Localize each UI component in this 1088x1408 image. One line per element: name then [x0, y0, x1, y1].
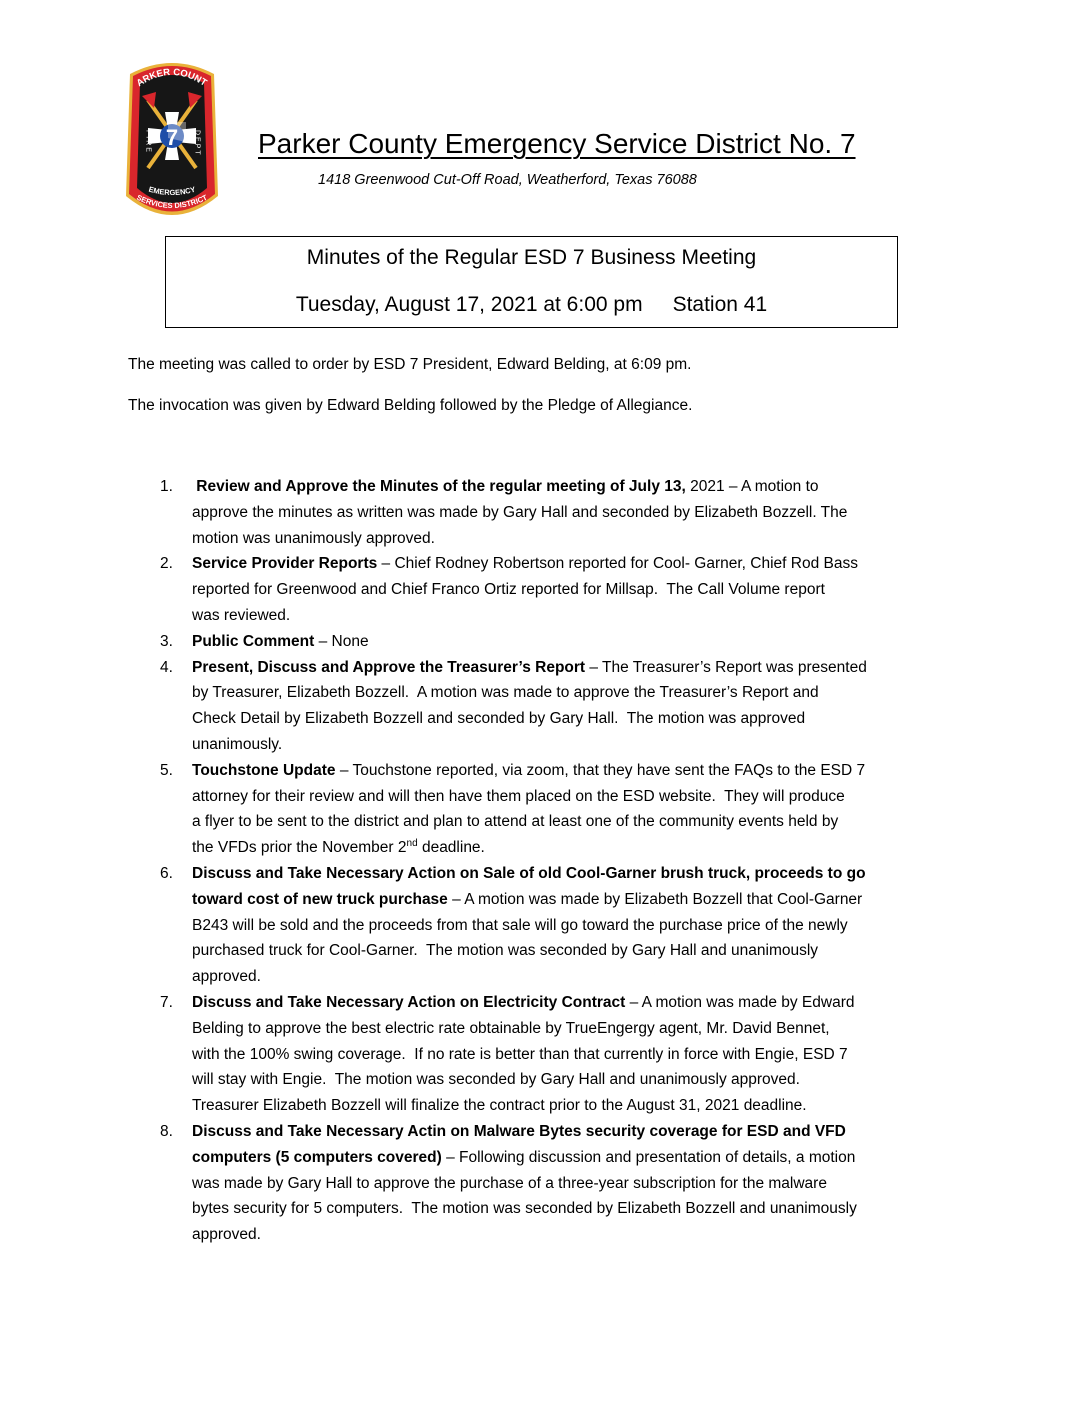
- agenda-item-line: [192, 1093, 967, 1119]
- agenda-item-heading: Service Provider Reports: [192, 555, 378, 573]
- agenda-item-heading: Present, Discuss and Approve the Treasurer’s Report: [192, 658, 586, 676]
- logo-bottom-text-2: SERVICES DISTRICT: [135, 192, 209, 211]
- agenda-item-line: [192, 706, 967, 732]
- agenda-item-line: [192, 784, 967, 810]
- agenda-item-heading: Review and Approve the Minutes of the regular meeting of July 13,: [192, 478, 686, 495]
- agenda-item-line: [192, 655, 967, 681]
- agenda-item: [160, 1119, 967, 1248]
- agenda-item-line: [192, 629, 967, 655]
- agenda-item-text: by Treasurer, Elizabeth Bozzell. A motion was made to approve the Treasurer’s Report and: [192, 684, 819, 702]
- meeting-datetime: Tuesday, August 17, 2021 at 6:00 pm: [295, 293, 643, 316]
- agenda-item-number: 8.: [160, 1122, 173, 1140]
- agenda-item-line: [192, 887, 967, 913]
- logo-number: 7: [165, 125, 179, 150]
- agenda-item-text: unanimously.: [192, 735, 283, 753]
- agenda-item-text: was made by Gary Hall to approve the purchase of a three-year subscription for the malware: [192, 1174, 827, 1192]
- agenda-item-line: [192, 551, 967, 577]
- agenda-item-text: – Chief Rodney Robertson reported for Cool- Garner, Chief Rod Bass: [377, 555, 858, 573]
- agenda-item-line: [192, 1067, 967, 1093]
- agenda-item-text: – The Treasurer’s Report was presented: [585, 658, 867, 676]
- logo-top-text: ARKER COUNT: [134, 66, 209, 90]
- agenda-item-line: [192, 835, 967, 861]
- agenda-item-line: [192, 1145, 967, 1171]
- agenda-item-text: purchased truck for Cool-Garner. The motion was seconded by Gary Hall and unanimously: [192, 942, 819, 960]
- agenda-item-heading: toward cost of new truck purchase: [192, 890, 448, 908]
- agenda-item-heading: computers (5 computers covered): [192, 1148, 442, 1166]
- agenda-item-text: B243 will be sold and the proceeds from that sale will go toward the purchase price of the newly: [192, 916, 848, 934]
- agenda-item-line: [192, 732, 967, 758]
- logo-left-text: FIRE: [144, 130, 152, 154]
- agenda-item-number: 3.: [160, 632, 173, 650]
- agenda-item-line: [192, 1171, 967, 1197]
- agenda-item-text: approved.: [192, 968, 261, 986]
- district-address: 1418 Greenwood Cut-Off Road, Weatherford, Texas 76088: [318, 172, 697, 188]
- agenda-item-line: [192, 1016, 967, 1042]
- ordinal-suffix: nd: [406, 838, 418, 849]
- agenda-item: [160, 655, 967, 758]
- agenda-item-line: [192, 474, 967, 500]
- agenda-item-line: [192, 603, 967, 629]
- agenda-item-text: – Following discussion and presentation of details, a motion: [441, 1148, 856, 1166]
- agenda-item-line: [192, 1196, 967, 1222]
- logo-right-text: DEPT: [193, 130, 201, 157]
- agenda-item-text: bytes security for 5 computers. The motion was seconded by Elizabeth Bozzell and unanimously: [192, 1200, 857, 1218]
- agenda-item-text: the VFDs prior the November 2: [192, 839, 407, 857]
- agenda-item-line: [192, 938, 967, 964]
- agenda-item-number: 4.: [160, 658, 173, 676]
- agenda-item-line: [192, 809, 967, 835]
- agenda-item-text: – A motion was made by Edward: [625, 993, 855, 1011]
- agenda-item-line: [192, 758, 967, 784]
- agenda-item-line: [192, 1119, 967, 1145]
- agenda-item-heading: Discuss and Take Necessary Actin on Malware Bytes security coverage for ESD and VFD: [192, 1122, 846, 1140]
- agenda-item-text: will stay with Engie. The motion was seconded by Gary Hall and unanimously approved.: [192, 1071, 800, 1089]
- agenda-item-line: [192, 526, 967, 552]
- agenda-item-line: [192, 500, 967, 526]
- invocation-paragraph: The invocation was given by Edward Belding followed by the Pledge of Allegiance.: [128, 397, 693, 414]
- agenda-item-line: [192, 861, 967, 887]
- agenda-item-line: [192, 1222, 967, 1248]
- logo-bottom-text-1: EMERGENCY: [147, 184, 197, 198]
- agenda-item-heading: Discuss and Take Necessary Action on Sale of old Cool-Garner brush truck, proceeds to go: [192, 864, 866, 882]
- agenda-item: [160, 861, 967, 990]
- agenda-item-text: Belding to approve the best electric rate obtainable by TrueEngergy agent, Mr. David Bennet,: [192, 1019, 830, 1037]
- agenda-item-text: attorney for their review and will then have them placed on the ESD website. They will produce: [192, 787, 845, 805]
- agenda-item-text: approved.: [192, 1226, 261, 1244]
- agenda-item-number: 7.: [160, 993, 173, 1011]
- agenda-item-text: – A motion was made by Elizabeth Bozzell that Cool-Garner: [447, 890, 863, 908]
- agenda-item-number: 6.: [160, 864, 173, 882]
- district-logo: [120, 58, 224, 224]
- agenda-item-text: Treasurer Elizabeth Bozzell will finalize the contract prior to the August 31, 2021 deadline.: [192, 1097, 807, 1115]
- agenda-item: [160, 629, 967, 655]
- agenda-item-heading: Touchstone Update: [192, 761, 336, 779]
- agenda-item-heading: Discuss and Take Necessary Action on Electricity Contract: [192, 993, 626, 1011]
- agenda-item-text: reported for Greenwood and Chief Franco Ortiz reported for Millsap. The Call Volume report: [192, 581, 825, 599]
- agenda-item-text: Check Detail by Elizabeth Bozzell and seconded by Gary Hall. The motion was approved: [192, 710, 806, 728]
- agenda-item-line: [192, 913, 967, 939]
- fire-badge-icon: [120, 58, 224, 224]
- agenda-item-line: [192, 990, 967, 1016]
- agenda-item-text: with the 100% swing coverage. If no rate is better than that currently in force with Engie, ESD 7: [192, 1045, 848, 1063]
- meeting-title: Minutes of the Regular ESD 7 Business Meeting: [306, 246, 757, 269]
- agenda-item: [160, 551, 967, 628]
- agenda-item-text: was reviewed.: [192, 606, 291, 624]
- meeting-header-box: [165, 236, 898, 328]
- agenda-items-list: [160, 474, 967, 1248]
- agenda-item-text: approve the minutes as written was made by Gary Hall and seconded by Elizabeth Bozzell. The: [192, 503, 848, 521]
- agenda-item-text: – Touchstone reported, via zoom, that they have sent the FAQs to the ESD 7: [335, 761, 866, 779]
- meeting-datetime-line: [166, 293, 897, 317]
- agenda-item-line: [192, 680, 967, 706]
- agenda-item-text: 2021 – A motion to: [685, 478, 819, 495]
- agenda-item-number: 2.: [160, 555, 173, 573]
- call-to-order-paragraph: The meeting was called to order by ESD 7 President, Edward Belding, at 6:09 pm.: [128, 356, 692, 373]
- meeting-location: Station 41: [672, 293, 768, 316]
- agenda-item-line: [192, 1042, 967, 1068]
- agenda-item-heading: Public Comment: [192, 632, 315, 650]
- agenda-item: [160, 474, 967, 551]
- agenda-item-text: motion was unanimously approved.: [192, 529, 435, 547]
- agenda-item-number: 5.: [160, 761, 173, 779]
- agenda-item-text: – None: [314, 632, 369, 650]
- agenda-item-text: a flyer to be sent to the district and plan to attend at least one of the community events held by: [192, 813, 839, 831]
- page-title: Parker County Emergency Service District No. 7: [258, 128, 856, 159]
- agenda-item: [160, 990, 967, 1119]
- agenda-item-text: deadline.: [417, 839, 485, 857]
- agenda-item: [160, 758, 967, 861]
- agenda-item-number: 1.: [160, 478, 173, 495]
- agenda-item-line: [192, 964, 967, 990]
- agenda-item-line: [192, 577, 967, 603]
